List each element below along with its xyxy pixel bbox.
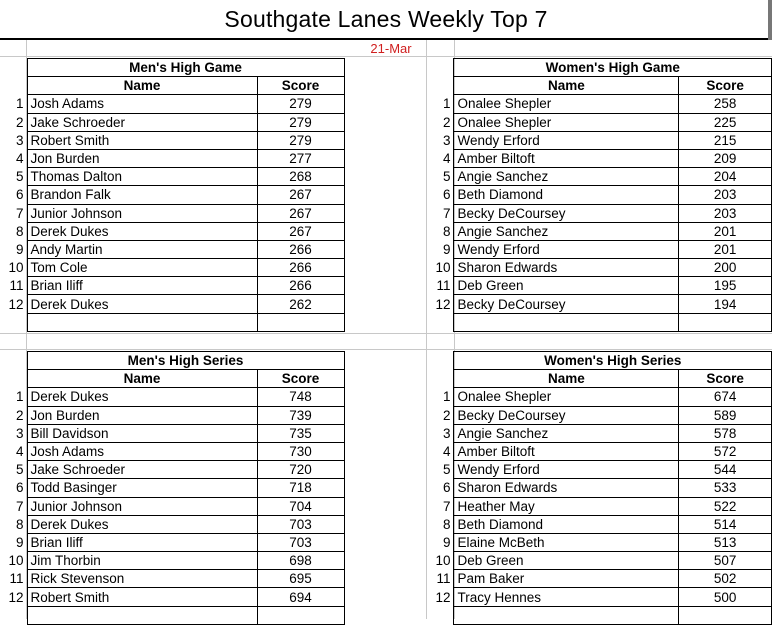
column-header-score: Score bbox=[679, 77, 772, 95]
rank-cell: 5 bbox=[428, 461, 454, 479]
name-cell: Derek Dukes bbox=[27, 222, 257, 240]
score-cell: 215 bbox=[679, 131, 772, 149]
score-cell: 703 bbox=[257, 533, 344, 551]
table-row bbox=[0, 277, 344, 295]
score-cell: 730 bbox=[257, 442, 344, 460]
grid-line bbox=[426, 40, 427, 619]
name-cell: Amber Biltoft bbox=[454, 149, 679, 167]
name-cell: Derek Dukes bbox=[27, 515, 257, 533]
table-row bbox=[0, 204, 344, 222]
name-cell: Junior Johnson bbox=[27, 497, 257, 515]
score-cell: 279 bbox=[257, 113, 344, 131]
score-cell: 589 bbox=[679, 406, 772, 424]
score-cell: 262 bbox=[257, 295, 344, 313]
score-cell: 694 bbox=[257, 588, 344, 606]
table-row bbox=[428, 406, 772, 424]
title-bar bbox=[0, 0, 772, 40]
rank-cell: 2 bbox=[0, 113, 27, 131]
score-cell: 267 bbox=[257, 222, 344, 240]
name-cell: Deb Green bbox=[454, 552, 679, 570]
rank-cell: 1 bbox=[428, 95, 454, 113]
rank-cell: 6 bbox=[0, 186, 27, 204]
table-row bbox=[0, 168, 344, 186]
table-row bbox=[428, 515, 772, 533]
rank-cell: 5 bbox=[428, 168, 454, 186]
rank-cell: 12 bbox=[0, 295, 27, 313]
table-row bbox=[428, 442, 772, 460]
rank-cell: 11 bbox=[0, 277, 27, 295]
rank-cell: 2 bbox=[0, 406, 27, 424]
rank-cell: 5 bbox=[0, 168, 27, 186]
column-header-score: Score bbox=[257, 370, 344, 388]
name-cell: Derek Dukes bbox=[27, 388, 257, 406]
score-cell: 578 bbox=[679, 424, 772, 442]
name-cell: Deb Green bbox=[454, 277, 679, 295]
rank-cell: 9 bbox=[428, 533, 454, 551]
score-cell: 258 bbox=[679, 95, 772, 113]
rank-cell: 7 bbox=[428, 497, 454, 515]
section-title: Men's High Series bbox=[27, 352, 344, 370]
name-cell: Todd Basinger bbox=[27, 479, 257, 497]
table-row bbox=[428, 552, 772, 570]
score-cell: 703 bbox=[257, 515, 344, 533]
rank-cell: 9 bbox=[0, 533, 27, 551]
page-title: Southgate Lanes Weekly Top 7 bbox=[224, 6, 548, 32]
name-cell: Angie Sanchez bbox=[454, 168, 679, 186]
rank-cell: 10 bbox=[0, 259, 27, 277]
rank-cell: 4 bbox=[428, 149, 454, 167]
mens-high-series-table bbox=[0, 351, 345, 625]
score-cell: 533 bbox=[679, 479, 772, 497]
name-cell: Pam Baker bbox=[454, 570, 679, 588]
score-table bbox=[0, 58, 345, 332]
table-row bbox=[428, 388, 772, 406]
column-header-name: Name bbox=[27, 370, 257, 388]
rank-cell: 6 bbox=[428, 479, 454, 497]
column-header-score: Score bbox=[257, 77, 344, 95]
score-cell: 507 bbox=[679, 552, 772, 570]
score-cell: 204 bbox=[679, 168, 772, 186]
rank-cell: 8 bbox=[0, 515, 27, 533]
rank-cell: 3 bbox=[428, 424, 454, 442]
rank-cell: 8 bbox=[428, 515, 454, 533]
table-row bbox=[0, 552, 344, 570]
name-cell: Onalee Shepler bbox=[454, 113, 679, 131]
rank-cell: 11 bbox=[428, 277, 454, 295]
table-row bbox=[428, 497, 772, 515]
score-cell: 267 bbox=[257, 186, 344, 204]
rank-cell: 8 bbox=[428, 222, 454, 240]
rank-cell: 2 bbox=[428, 113, 454, 131]
table-row bbox=[428, 186, 772, 204]
name-cell: Robert Smith bbox=[27, 588, 257, 606]
score-cell: 279 bbox=[257, 95, 344, 113]
table-row bbox=[0, 442, 344, 460]
score-cell: 277 bbox=[257, 149, 344, 167]
table-row bbox=[428, 240, 772, 258]
table-row bbox=[0, 515, 344, 533]
score-cell: 500 bbox=[679, 588, 772, 606]
score-cell: 514 bbox=[679, 515, 772, 533]
score-table bbox=[428, 351, 772, 625]
title-shadow bbox=[768, 0, 772, 40]
rank-cell: 6 bbox=[428, 186, 454, 204]
name-cell: Sharon Edwards bbox=[454, 479, 679, 497]
table-row bbox=[0, 149, 344, 167]
table-row bbox=[428, 461, 772, 479]
rank-cell: 3 bbox=[428, 131, 454, 149]
table-row bbox=[428, 204, 772, 222]
rank-cell: 9 bbox=[428, 240, 454, 258]
table-row bbox=[0, 295, 344, 313]
column-header-name: Name bbox=[454, 77, 679, 95]
rank-cell: 12 bbox=[428, 588, 454, 606]
score-cell: 266 bbox=[257, 259, 344, 277]
name-cell: Beth Diamond bbox=[454, 515, 679, 533]
score-cell: 268 bbox=[257, 168, 344, 186]
name-cell: Bill Davidson bbox=[27, 424, 257, 442]
table-row bbox=[0, 461, 344, 479]
score-cell: 195 bbox=[679, 277, 772, 295]
table-row bbox=[0, 222, 344, 240]
name-cell: Angie Sanchez bbox=[454, 222, 679, 240]
name-cell: Junior Johnson bbox=[27, 204, 257, 222]
table-row bbox=[428, 149, 772, 167]
name-cell: Josh Adams bbox=[27, 442, 257, 460]
score-cell: 544 bbox=[679, 461, 772, 479]
table-row bbox=[428, 570, 772, 588]
grid-line bbox=[0, 349, 772, 350]
table-row bbox=[0, 259, 344, 277]
score-cell: 201 bbox=[679, 222, 772, 240]
table-row bbox=[0, 95, 344, 113]
table-row bbox=[0, 131, 344, 149]
rank-cell: 4 bbox=[0, 442, 27, 460]
table-row bbox=[0, 388, 344, 406]
column-header-name: Name bbox=[27, 77, 257, 95]
table-row bbox=[0, 424, 344, 442]
name-cell: Becky DeCoursey bbox=[454, 295, 679, 313]
table-row bbox=[0, 240, 344, 258]
score-cell: 739 bbox=[257, 406, 344, 424]
name-cell: Jon Burden bbox=[27, 149, 257, 167]
rank-cell: 3 bbox=[0, 424, 27, 442]
score-cell: 266 bbox=[257, 240, 344, 258]
rank-cell: 2 bbox=[428, 406, 454, 424]
table-row bbox=[0, 406, 344, 424]
name-cell: Tracy Hennes bbox=[454, 588, 679, 606]
score-cell: 695 bbox=[257, 570, 344, 588]
score-cell: 502 bbox=[679, 570, 772, 588]
score-cell: 200 bbox=[679, 259, 772, 277]
section-title: Women's High Series bbox=[454, 352, 772, 370]
table-row bbox=[0, 533, 344, 551]
score-cell: 194 bbox=[679, 295, 772, 313]
name-cell: Brandon Falk bbox=[27, 186, 257, 204]
name-cell: Derek Dukes bbox=[27, 295, 257, 313]
score-cell: 674 bbox=[679, 388, 772, 406]
name-cell: Robert Smith bbox=[27, 131, 257, 149]
score-cell: 735 bbox=[257, 424, 344, 442]
score-cell: 266 bbox=[257, 277, 344, 295]
rank-cell: 4 bbox=[0, 149, 27, 167]
table-row bbox=[428, 424, 772, 442]
score-cell: 513 bbox=[679, 533, 772, 551]
name-cell: Jon Burden bbox=[27, 406, 257, 424]
rank-cell: 10 bbox=[428, 552, 454, 570]
name-cell: Wendy Erford bbox=[454, 131, 679, 149]
score-table bbox=[428, 58, 772, 332]
table-row bbox=[428, 533, 772, 551]
table-row bbox=[0, 186, 344, 204]
column-header-name: Name bbox=[454, 370, 679, 388]
name-cell: Josh Adams bbox=[27, 95, 257, 113]
report-date: 21-Mar bbox=[370, 41, 412, 56]
rank-cell: 6 bbox=[0, 479, 27, 497]
table-row bbox=[428, 588, 772, 606]
score-cell: 698 bbox=[257, 552, 344, 570]
rank-cell: 7 bbox=[0, 497, 27, 515]
score-cell: 704 bbox=[257, 497, 344, 515]
table-row bbox=[0, 479, 344, 497]
rank-cell: 11 bbox=[428, 570, 454, 588]
score-cell: 522 bbox=[679, 497, 772, 515]
rank-cell: 1 bbox=[428, 388, 454, 406]
table-row bbox=[428, 95, 772, 113]
table-row bbox=[0, 113, 344, 131]
rank-cell: 3 bbox=[0, 131, 27, 149]
name-cell: Becky DeCoursey bbox=[454, 204, 679, 222]
rank-cell: 10 bbox=[0, 552, 27, 570]
name-cell: Onalee Shepler bbox=[454, 388, 679, 406]
rank-cell: 1 bbox=[0, 388, 27, 406]
score-cell: 718 bbox=[257, 479, 344, 497]
name-cell: Andy Martin bbox=[27, 240, 257, 258]
table-row bbox=[428, 259, 772, 277]
name-cell: Becky DeCoursey bbox=[454, 406, 679, 424]
rank-cell: 5 bbox=[0, 461, 27, 479]
grid-line bbox=[0, 333, 772, 334]
table-row bbox=[428, 168, 772, 186]
name-cell: Brian Iliff bbox=[27, 277, 257, 295]
table-row bbox=[0, 497, 344, 515]
rank-cell: 8 bbox=[0, 222, 27, 240]
name-cell: Wendy Erford bbox=[454, 240, 679, 258]
score-cell: 203 bbox=[679, 186, 772, 204]
name-cell: Jake Schroeder bbox=[27, 113, 257, 131]
score-cell: 267 bbox=[257, 204, 344, 222]
column-header-score: Score bbox=[679, 370, 772, 388]
rank-cell: 11 bbox=[0, 570, 27, 588]
rank-cell: 12 bbox=[0, 588, 27, 606]
score-cell: 225 bbox=[679, 113, 772, 131]
name-cell: Angie Sanchez bbox=[454, 424, 679, 442]
table-row bbox=[428, 222, 772, 240]
rank-cell: 12 bbox=[428, 295, 454, 313]
name-cell: Tom Cole bbox=[27, 259, 257, 277]
score-table bbox=[0, 351, 345, 625]
womens-high-game-table bbox=[428, 58, 772, 332]
table-row bbox=[428, 479, 772, 497]
name-cell: Rick Stevenson bbox=[27, 570, 257, 588]
score-cell: 209 bbox=[679, 149, 772, 167]
rank-cell: 1 bbox=[0, 95, 27, 113]
section-title: Women's High Game bbox=[454, 59, 772, 77]
name-cell: Elaine McBeth bbox=[454, 533, 679, 551]
score-cell: 748 bbox=[257, 388, 344, 406]
name-cell: Onalee Shepler bbox=[454, 95, 679, 113]
name-cell: Wendy Erford bbox=[454, 461, 679, 479]
score-cell: 279 bbox=[257, 131, 344, 149]
score-cell: 203 bbox=[679, 204, 772, 222]
name-cell: Amber Biltoft bbox=[454, 442, 679, 460]
rank-cell: 7 bbox=[428, 204, 454, 222]
section-title: Men's High Game bbox=[27, 59, 344, 77]
name-cell: Jim Thorbin bbox=[27, 552, 257, 570]
score-cell: 572 bbox=[679, 442, 772, 460]
rank-cell: 7 bbox=[0, 204, 27, 222]
score-cell: 720 bbox=[257, 461, 344, 479]
mens-high-game-table bbox=[0, 58, 345, 332]
name-cell: Heather May bbox=[454, 497, 679, 515]
score-cell: 201 bbox=[679, 240, 772, 258]
womens-high-series-table bbox=[428, 351, 772, 625]
table-row bbox=[0, 588, 344, 606]
table-row bbox=[428, 295, 772, 313]
table-row bbox=[428, 277, 772, 295]
name-cell: Beth Diamond bbox=[454, 186, 679, 204]
rank-cell: 10 bbox=[428, 259, 454, 277]
table-row bbox=[0, 570, 344, 588]
name-cell: Sharon Edwards bbox=[454, 259, 679, 277]
name-cell: Brian Iliff bbox=[27, 533, 257, 551]
table-row bbox=[428, 113, 772, 131]
name-cell: Jake Schroeder bbox=[27, 461, 257, 479]
rank-cell: 4 bbox=[428, 442, 454, 460]
rank-cell: 9 bbox=[0, 240, 27, 258]
table-row bbox=[428, 131, 772, 149]
name-cell: Thomas Dalton bbox=[27, 168, 257, 186]
